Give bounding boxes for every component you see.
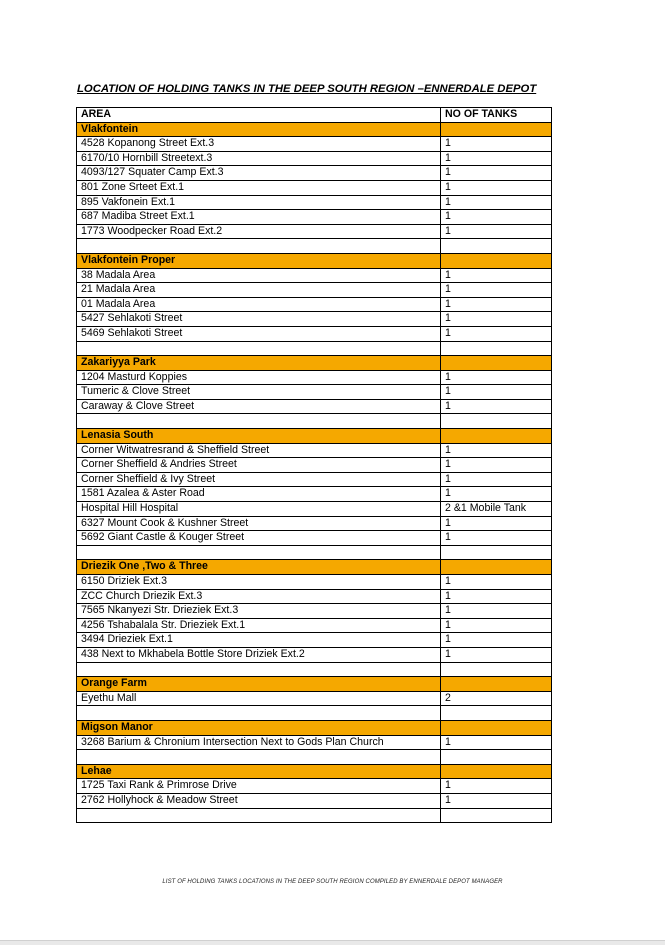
table-row	[77, 210, 552, 225]
tank-count-cell: 1	[441, 472, 552, 487]
table-row	[77, 575, 552, 590]
tank-count-cell	[441, 253, 552, 268]
tank-count-cell: 1	[441, 516, 552, 531]
area-cell	[77, 545, 441, 560]
tank-count-cell: 1	[441, 195, 552, 210]
area-cell: Corner Witwatresrand & Sheffield Street	[77, 443, 441, 458]
area-cell: 3268 Barium & Chronium Intersection Next to Gods Plan Church	[77, 735, 441, 750]
table-row	[77, 487, 552, 502]
area-cell: Corner Sheffield & Ivy Street	[77, 472, 441, 487]
spacer-row	[77, 545, 552, 560]
table-row	[77, 180, 552, 195]
table-row	[77, 297, 552, 312]
section-header-row	[77, 720, 552, 735]
tank-count-cell	[441, 808, 552, 823]
area-cell	[77, 239, 441, 254]
tank-count-cell	[441, 750, 552, 765]
area-cell: 1773 Woodpecker Road Ext.2	[77, 224, 441, 239]
tank-count-cell	[441, 545, 552, 560]
tank-count-cell: 1	[441, 370, 552, 385]
tank-count-cell: 1	[441, 399, 552, 414]
table-row	[77, 312, 552, 327]
area-cell: 5427 Sehlakoti Street	[77, 312, 441, 327]
section-header-row	[77, 253, 552, 268]
tank-count-cell: 1	[441, 443, 552, 458]
tank-count-cell: 1	[441, 604, 552, 619]
area-cell	[77, 808, 441, 823]
area-cell: Caraway & Clove Street	[77, 399, 441, 414]
spacer-row	[77, 239, 552, 254]
section-header-row	[77, 764, 552, 779]
tank-count-cell: 1	[441, 151, 552, 166]
area-cell: 1581 Azalea & Aster Road	[77, 487, 441, 502]
tank-count-cell	[441, 764, 552, 779]
area-cell: ZCC Church Driezik Ext.3	[77, 589, 441, 604]
area-cell: Eyethu Mall	[77, 691, 441, 706]
table-header-row	[77, 108, 552, 123]
document-footer: LIST OF HOLDING TANKS LOCATIONS IN THE DEEP SOUTH REGION COMPILED BY ENNERDALE DEPOT MANAGER	[162, 879, 503, 885]
area-cell: 6327 Mount Cook & Kushner Street	[77, 516, 441, 531]
tank-count-cell: 2	[441, 691, 552, 706]
table-row	[77, 224, 552, 239]
tank-count-cell	[441, 239, 552, 254]
area-cell: 1204 Masturd Koppies	[77, 370, 441, 385]
tank-count-cell: 1	[441, 618, 552, 633]
tank-count-cell: 1	[441, 487, 552, 502]
tank-count-cell: 1	[441, 297, 552, 312]
tank-count-cell	[441, 122, 552, 137]
area-cell: 895 Vakfonein Ext.1	[77, 195, 441, 210]
table-row	[77, 647, 552, 662]
tank-count-cell: 1	[441, 166, 552, 181]
table-row	[77, 458, 552, 473]
table-body	[77, 108, 552, 823]
tank-count-cell: 1	[441, 779, 552, 794]
section-name-cell: Driezik One ,Two & Three	[77, 560, 441, 575]
tank-count-cell	[441, 720, 552, 735]
section-name-cell: Lehae	[77, 764, 441, 779]
area-cell: 38 Madala Area	[77, 268, 441, 283]
tank-count-cell: 1	[441, 589, 552, 604]
section-name-cell: Vlakfontein	[77, 122, 441, 137]
tank-count-cell: 1	[441, 180, 552, 195]
tank-count-cell: 1	[441, 575, 552, 590]
area-cell	[77, 341, 441, 356]
tank-count-cell: 1	[441, 210, 552, 225]
tank-count-cell: 1	[441, 283, 552, 298]
tank-count-cell: 1	[441, 312, 552, 327]
table-row	[77, 399, 552, 414]
section-header-row	[77, 356, 552, 371]
tank-count-cell: 1	[441, 326, 552, 341]
area-cell: 801 Zone Srteet Ext.1	[77, 180, 441, 195]
area-cell: Tumeric & Clove Street	[77, 385, 441, 400]
tank-count-cell	[441, 341, 552, 356]
area-cell: 4528 Kopanong Street Ext.3	[77, 137, 441, 152]
tank-count-cell: 1	[441, 647, 552, 662]
area-cell: 438 Next to Mkhabela Bottle Store Driziek Ext.2	[77, 647, 441, 662]
table-row	[77, 370, 552, 385]
table-row	[77, 589, 552, 604]
section-header-row	[77, 560, 552, 575]
table-row	[77, 735, 552, 750]
area-cell	[77, 662, 441, 677]
area-cell: 6150 Driziek Ext.3	[77, 575, 441, 590]
table-row	[77, 633, 552, 648]
area-cell: 01 Madala Area	[77, 297, 441, 312]
tanks-column-header: NO OF TANKS	[441, 108, 552, 123]
tank-count-cell	[441, 429, 552, 444]
table-row	[77, 691, 552, 706]
tank-count-cell	[441, 706, 552, 721]
table-row	[77, 502, 552, 517]
tank-count-cell	[441, 662, 552, 677]
area-cell: 1725 Taxi Rank & Primrose Drive	[77, 779, 441, 794]
area-cell: 3494 Drieziek Ext.1	[77, 633, 441, 648]
area-cell: Hospital Hill Hospital	[77, 502, 441, 517]
section-name-cell: Lenasia South	[77, 429, 441, 444]
holding-tanks-table	[76, 107, 552, 823]
tank-count-cell: 1	[441, 137, 552, 152]
section-name-cell: Orange Farm	[77, 677, 441, 692]
table-row	[77, 604, 552, 619]
tank-count-cell	[441, 560, 552, 575]
section-header-row	[77, 677, 552, 692]
area-cell	[77, 750, 441, 765]
table-row	[77, 443, 552, 458]
table-row	[77, 618, 552, 633]
tank-count-cell	[441, 414, 552, 429]
table-row	[77, 137, 552, 152]
area-cell: 5692 Giant Castle & Kouger Street	[77, 531, 441, 546]
table-row	[77, 195, 552, 210]
section-header-row	[77, 122, 552, 137]
table-row	[77, 268, 552, 283]
area-cell	[77, 414, 441, 429]
area-cell: Corner Sheffield & Andries Street	[77, 458, 441, 473]
table-row	[77, 166, 552, 181]
table-row	[77, 516, 552, 531]
tank-count-cell: 1	[441, 735, 552, 750]
area-cell: 4093/127 Squater Camp Ext.3	[77, 166, 441, 181]
tank-count-cell	[441, 677, 552, 692]
area-cell: 687 Madiba Street Ext.1	[77, 210, 441, 225]
spacer-row	[77, 414, 552, 429]
tank-count-cell: 1	[441, 793, 552, 808]
table-row	[77, 472, 552, 487]
table-row	[77, 793, 552, 808]
tank-count-cell: 2 &1 Mobile Tank	[441, 502, 552, 517]
table-row	[77, 531, 552, 546]
spacer-row	[77, 341, 552, 356]
area-cell: 6170/10 Hornbill Streetext.3	[77, 151, 441, 166]
table-row	[77, 326, 552, 341]
area-cell: 2762 Hollyhock & Meadow Street	[77, 793, 441, 808]
spacer-row	[77, 706, 552, 721]
tank-count-cell: 1	[441, 458, 552, 473]
spacer-row	[77, 750, 552, 765]
document-title: LOCATION OF HOLDING TANKS IN THE DEEP SOUTH REGION –ENNERDALE DEPOT	[77, 83, 537, 95]
section-name-cell: Vlakfontein Proper	[77, 253, 441, 268]
section-header-row	[77, 429, 552, 444]
area-column-header: AREA	[77, 108, 441, 123]
tank-count-cell: 1	[441, 268, 552, 283]
area-cell: 4256 Tshabalala Str. Drieziek Ext.1	[77, 618, 441, 633]
tank-count-cell: 1	[441, 633, 552, 648]
table-row	[77, 283, 552, 298]
tank-count-cell: 1	[441, 531, 552, 546]
section-name-cell: Zakariyya Park	[77, 356, 441, 371]
section-name-cell: Migson Manor	[77, 720, 441, 735]
area-cell: 21 Madala Area	[77, 283, 441, 298]
area-cell: 5469 Sehlakoti Street	[77, 326, 441, 341]
spacer-row	[77, 808, 552, 823]
table-row	[77, 779, 552, 794]
area-cell	[77, 706, 441, 721]
tank-count-cell	[441, 356, 552, 371]
table-row	[77, 385, 552, 400]
area-cell: 7565 Nkanyezi Str. Drieziek Ext.3	[77, 604, 441, 619]
tank-count-cell: 1	[441, 224, 552, 239]
table-row	[77, 151, 552, 166]
spacer-row	[77, 662, 552, 677]
tank-count-cell: 1	[441, 385, 552, 400]
